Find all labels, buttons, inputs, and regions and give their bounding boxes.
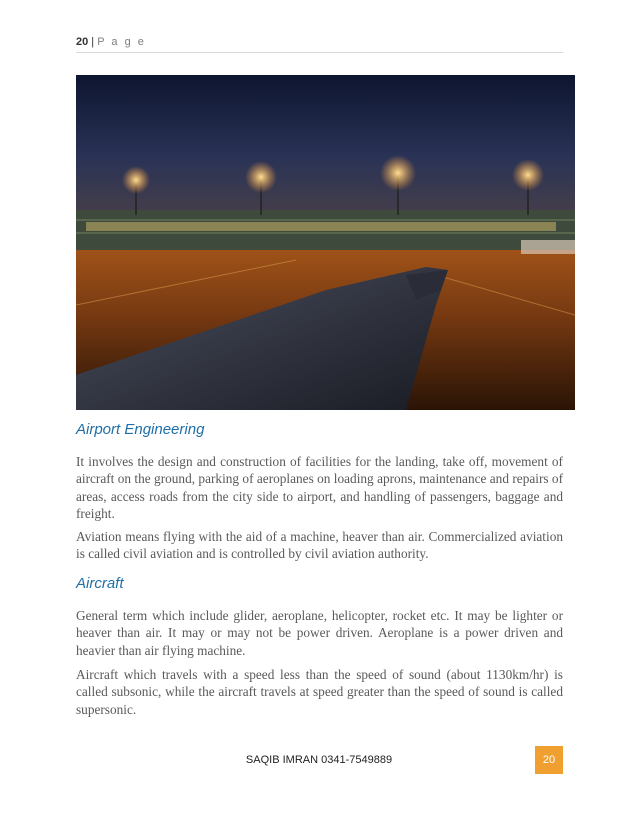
airport-photo [76, 75, 575, 410]
header-separator: | [88, 36, 98, 48]
paragraph-aircraft-1: General term which include glider, aeroplane, helicopter, rocket etc. It may be lighter or heaver than air. It may or may not be power driven. Aeroplane is a power driven and heavier than air flying machine. [76, 608, 563, 658]
footer-author: SAQIB IMRAN 0341-7549889 [245, 754, 393, 766]
paragraph-airport-engineering-2: Aviation means flying with the aid of a machine, heaver than air. Commercialized aviation is called civil aviation and is controlled by civil aviation authority. [76, 529, 563, 562]
page-header [76, 36, 563, 53]
footer-page-badge: 20 [535, 746, 563, 774]
paragraph-airport-engineering-1: It involves the design and construction of facilities for the landing, take off, movement of aircraft on the ground, parking of aeroplanes on loading aprons, maintenance and repairs of areas, access roads from the city side to airport, and handling of passengers, baggage and freight. [76, 454, 563, 521]
header-page-number: 20 [76, 36, 89, 48]
section-heading-aircraft: Aircraft [76, 575, 124, 592]
header-page-word: P a g e [97, 36, 146, 48]
section-heading-airport-engineering: Airport Engineering [76, 421, 205, 438]
paragraph-aircraft-2: Aircraft which travels with a speed less than the speed of sound (about 1130km/hr) is called subsonic, while the aircraft travels at speed greater than the speed of sound is called supersonic. [76, 667, 563, 717]
